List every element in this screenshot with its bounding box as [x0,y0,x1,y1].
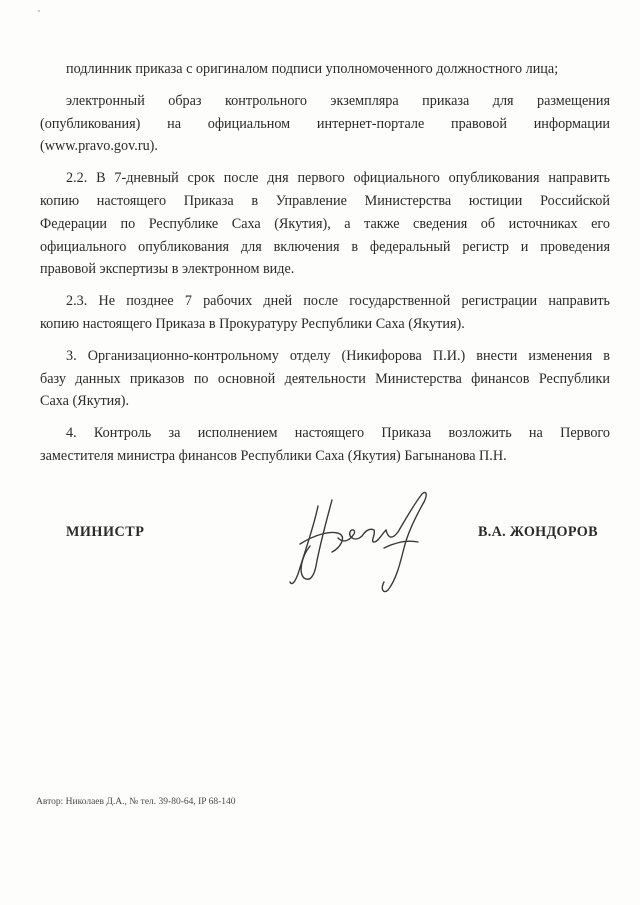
text-line: подлинник приказа с оригиналом подписи уполномоченного должностного лица; [66,61,559,77]
text-line: (www.pravo.gov.ru). [40,138,158,155]
paragraph [40,90,610,158]
text-line: базу данных приказов по основной деятельности Министерства финансов Республики [40,370,610,387]
text-line: копию настоящего Приказа в Прокуратуру Республики Саха (Якутия). [40,315,465,332]
text-line: Саха (Якутия). [40,393,130,410]
text-line: заместителя министра финансов Республики Саха (Якутия) Багынанова П.Н. [40,447,507,464]
handwritten-signature [280,486,450,596]
text-line: электронный образ контрольного экземпляра приказа для размещения [66,92,610,109]
paragraph [40,422,610,468]
author-footer: Автор: Николаев Д.А., № тел. 39-80-64, IP 68-140 [36,797,236,807]
text-line: официального опубликования для включения в федеральный регистр и проведения [40,238,610,255]
text-line: копию настоящего Приказа в Управление Министерства юстиции Российской [40,192,610,209]
paragraph [40,345,610,413]
text-line: 4. Контроль за исполнением настоящего Приказа возложить на Первого [66,425,610,442]
paragraph [66,58,610,81]
signatory-title: МИНИСТР [66,524,145,540]
text-line: правовой экспертизы в электронном виде. [40,261,295,278]
text-line: 2.2. В 7-дневный срок после дня первого официального опубликования направить [66,170,610,187]
paragraph [40,290,610,336]
text-line: 3. Организационно-контрольному отделу (Никифорова П.И.) внести изменения в [66,347,610,364]
document-body [40,58,610,468]
text-line: 2.3. Не позднее 7 рабочих дней после государственной регистрации направить [66,293,610,310]
scan-speck [38,10,40,12]
text-line: (опубликования) на официальном интернет-портале правовой информации [40,115,610,132]
paragraph [40,167,610,281]
text-line: Федерации по Республике Саха (Якутия), а также сведения об источниках его [40,215,610,232]
signatory-name: В.А. ЖОНДОРОВ [478,524,598,540]
